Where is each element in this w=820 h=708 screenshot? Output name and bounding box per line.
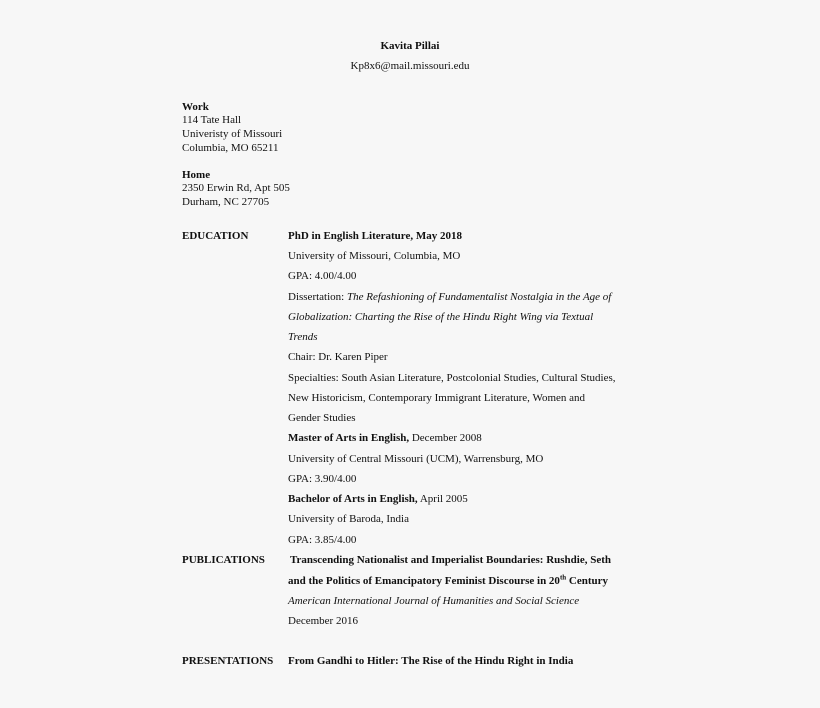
home-label: Home [182, 169, 211, 181]
dissertation-line [288, 290, 611, 304]
degree-school: University of Central Missouri (UCM), Warrensburg, MO [288, 453, 544, 465]
dissertation-title: Trends [288, 331, 318, 343]
publication-title-end: Century [566, 575, 609, 587]
degree-title-ba: Bachelor of Arts in English, [288, 493, 418, 505]
degree-line-ma [288, 431, 482, 445]
degree-title-phd: PhD in English Literature, May 2018 [288, 230, 462, 242]
degree-date: December 2008 [409, 432, 482, 444]
work-label: Work [182, 101, 209, 113]
degree-date: April 2005 [417, 493, 468, 505]
publication-title-text: and the Politics of Emancipatory Feminist Discourse in 20 [288, 575, 560, 587]
dissertation-label: Dissertation: [288, 291, 347, 303]
home-line: 2350 Erwin Rd, Apt 505 [182, 182, 290, 194]
work-line: Columbia, MO 65211 [182, 142, 279, 154]
dissertation-title: Globalization: Charting the Rise of the Hindu Right Wing via Textual [288, 311, 594, 323]
publication-title [288, 574, 608, 588]
work-line: 114 Tate Hall [182, 114, 242, 126]
section-heading-education: EDUCATION [182, 230, 249, 242]
cv-email: Kp8x6@mail.missouri.edu [350, 60, 470, 72]
degree-line-ba [288, 492, 468, 506]
publication-title-sup: th [559, 573, 567, 582]
degree-school: University of Baroda, India [288, 513, 409, 525]
degree-school: University of Missouri, Columbia, MO [288, 250, 461, 262]
publication-date: December 2016 [288, 615, 358, 627]
degree-title-ma: Master of Arts in English, [288, 432, 410, 444]
section-heading-publications: PUBLICATIONS [182, 554, 265, 566]
specialties-line: New Historicism, Contemporary Immigrant Literature, Women and [288, 392, 586, 404]
dissertation-chair: Chair: Dr. Karen Piper [288, 351, 388, 363]
degree-gpa: GPA: 4.00/4.00 [288, 270, 357, 282]
work-line: Univeristy of Missouri [182, 128, 283, 140]
publication-title: Transcending Nationalist and Imperialist Boundaries: Rushdie, Seth [290, 554, 611, 566]
home-line: Durham, NC 27705 [182, 196, 270, 208]
section-heading-presentations: PRESENTATIONS [182, 655, 274, 667]
degree-gpa: GPA: 3.85/4.00 [288, 534, 357, 546]
specialties-line: Gender Studies [288, 412, 356, 424]
cv-name: Kavita Pillai [380, 40, 440, 52]
specialties-line: Specialties: South Asian Literature, Postcolonial Studies, Cultural Studies, [288, 372, 616, 384]
presentation-title: From Gandhi to Hitler: The Rise of the Hindu Right in India [288, 655, 574, 667]
degree-gpa: GPA: 3.90/4.00 [288, 473, 357, 485]
publication-journal: American International Journal of Humanities and Social Science [288, 595, 580, 607]
dissertation-title: The Refashioning of Fundamentalist Nostalgia in the Age of [346, 291, 612, 303]
